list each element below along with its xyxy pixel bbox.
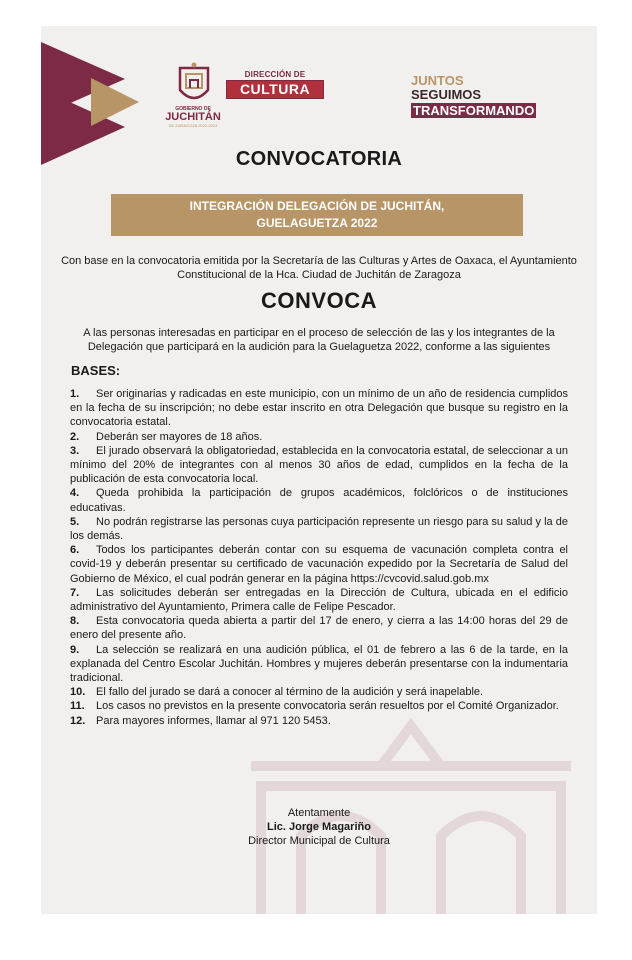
gold-triangle xyxy=(91,78,139,126)
list-item xyxy=(70,543,568,586)
item-text: El fallo del jurado se dará a conocer al término de la audición y será inapelable. xyxy=(96,686,484,699)
page-title: CONVOCATORIA xyxy=(235,148,403,170)
title-banner xyxy=(111,194,523,236)
item-number: 1. xyxy=(70,388,80,400)
list-item xyxy=(70,714,568,728)
direccion-cultura-logo xyxy=(226,70,324,99)
slogan-logo xyxy=(411,74,571,120)
cultura-label: CULTURA xyxy=(226,80,324,99)
item-text: El jurado observará la obligatoriedad, establecida en la convocatoria estatal, de seleccionar a un mínimo del 20% de integrantes con al menos 30 años de edad, cumplidos en la fecha de la publicación de esta convocatoria local. xyxy=(70,444,568,486)
municipality-name: JUCHITÁN xyxy=(165,111,221,123)
bases-heading: BASES: xyxy=(71,363,121,378)
item-number: 3. xyxy=(70,444,80,457)
list-item xyxy=(70,515,568,543)
signature-name: Lic. Jorge Magariño xyxy=(267,821,371,833)
item-text: Para mayores informes, llamar al 971 120 5453. xyxy=(96,714,331,727)
municipal-shield-icon xyxy=(176,62,212,106)
list-item xyxy=(70,586,568,614)
item-text: Deberán ser mayores de 18 años. xyxy=(96,430,263,443)
item-text: La selección se realizará en una audición pública, el 01 de febrero a las 6 de la tarde, en la explanada del Centro Escolar Juchitán. Hombres y mujeres deberán presentarse con la indumentaria tradicional. xyxy=(70,643,568,685)
item-number: 7. xyxy=(70,586,80,599)
item-number: 12. xyxy=(70,714,86,727)
list-item xyxy=(70,430,568,444)
slogan-line1: JUNTOS xyxy=(411,73,464,88)
item-text: Las solicitudes deberán ser entregadas en la Dirección de Cultura, ubicada en el edificio administrativo del Ayuntamiento, Primera calle de Felipe Pescador. xyxy=(70,586,568,614)
slogan-line3: TRANSFORMANDO xyxy=(413,103,535,118)
signature-block xyxy=(41,806,597,848)
item-number: 11. xyxy=(70,700,85,713)
bases-list xyxy=(70,387,568,728)
item-text: Queda prohibida la participación de grupos académicos, folclóricos o de instituciones educativas. xyxy=(70,487,568,514)
item-text: Esta convocatoria queda abierta a partir del 17 de enero, y cierra a las 14:00 horas del 29 de enero del presente año. xyxy=(70,615,568,642)
item-text: No podrán registrarse las personas cuya participación represente un riesgo para su salud y la de los demás. xyxy=(70,515,568,543)
convoca-heading: CONVOCA xyxy=(261,288,377,313)
slogan-line2: SEGUIMOS xyxy=(411,87,482,102)
item-number: 4. xyxy=(70,487,80,500)
list-item xyxy=(70,614,568,642)
item-number: 6. xyxy=(70,544,80,557)
item-number: 2. xyxy=(70,430,80,443)
item-number: 5. xyxy=(70,515,80,528)
item-number: 9. xyxy=(70,643,80,656)
direccion-label: DIRECCIÓN DE xyxy=(244,70,306,79)
municipality-period: DE ZARAGOZA 2022-2024 xyxy=(168,123,218,128)
signature-position: Director Municipal de Cultura xyxy=(248,835,390,847)
list-item xyxy=(70,643,568,686)
list-item xyxy=(70,444,568,487)
municipality-logo xyxy=(157,106,229,128)
item-text: Todos los participantes deberán contar con su esquema de vacunación completa contra el covid-19 y deberán presentar su certificado de vacunación expedido por la Secretaría de Salud del Gobierno de México, el cual podrán generar en la página https://cvcovid.salud.gob.mx xyxy=(70,544,568,585)
list-item xyxy=(70,486,568,514)
item-number: 10. xyxy=(70,686,86,699)
list-item xyxy=(70,685,568,699)
document-sheet xyxy=(41,26,597,914)
list-item xyxy=(70,699,568,713)
list-item xyxy=(70,387,568,430)
municipality-line1: GOBIERNO DE xyxy=(175,106,211,112)
signature-closing: Atentamente xyxy=(287,807,351,819)
item-text: Los casos no previstos en la presente convocatoria serán resueltos por el Comité Organizador. xyxy=(96,700,559,713)
item-number: 8. xyxy=(70,615,80,628)
intro-paragraph: Con base en la convocatoria emitida por la Secretaría de las Culturas y Artes de Oaxaca, el Ayuntamiento Constitucional de la Hca. Ciudad de Juchitán de Zaragoza xyxy=(61,255,577,281)
lead-paragraph: A las personas interesadas en participar en el proceso de selección de las y los integrantes de la Delegación que participará en la audición para la Guelaguetza 2022, conforme a las siguientes xyxy=(83,327,555,353)
banner-line2: GUELAGUETZA 2022 xyxy=(256,216,378,230)
item-text: Ser originarias y radicadas en este municipio, con un mínimo de un año de residencia cumplidos en la fecha de su inscripción; no debe estar inscrito en otra Delegación que busque su registro en la convocatoria estatal. xyxy=(70,388,568,429)
banner-line1: INTEGRACIÓN DELEGACIÓN DE JUCHITÁN, xyxy=(189,199,445,213)
